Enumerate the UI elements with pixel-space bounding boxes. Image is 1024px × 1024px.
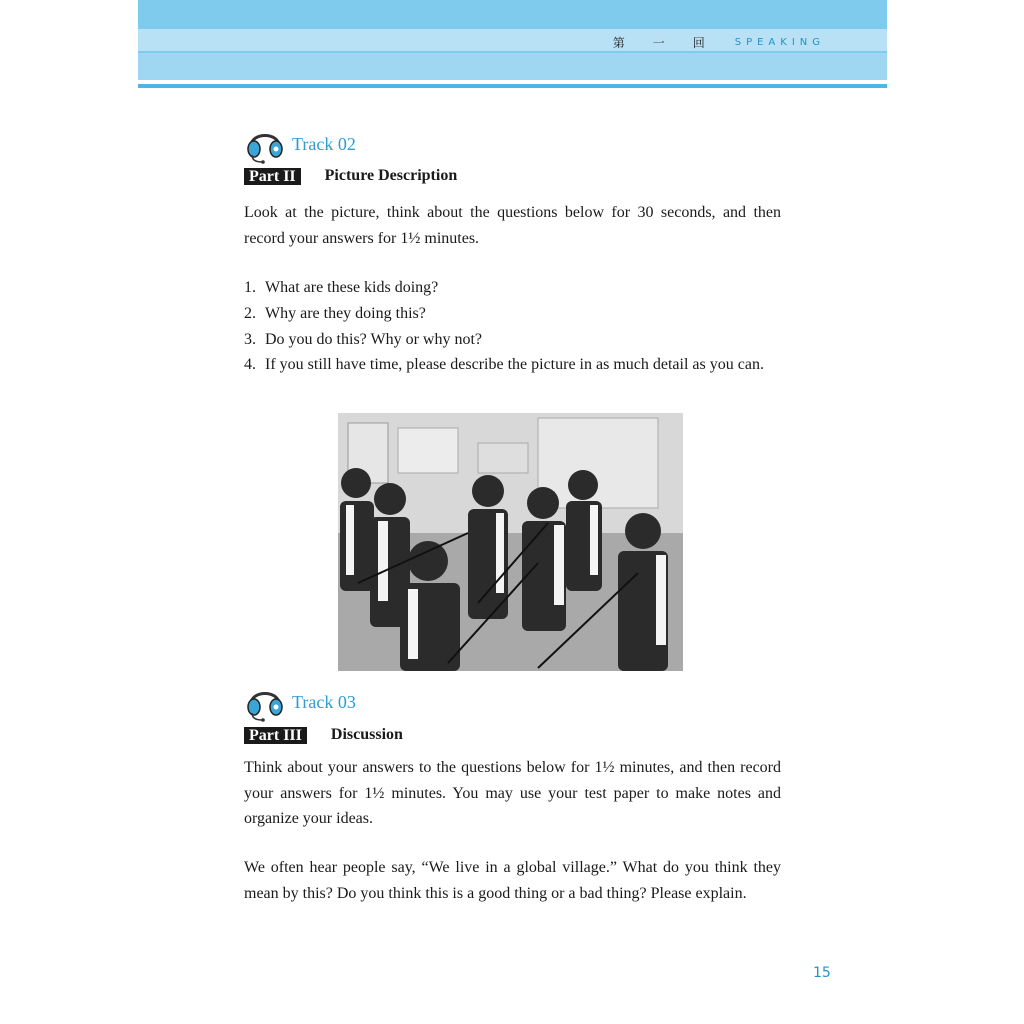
question-text: Why are they doing this? <box>265 304 426 322</box>
part-tag: Part III <box>244 727 307 744</box>
part-tag: Part II <box>244 168 301 185</box>
track-03-heading <box>246 682 356 722</box>
question-number: 2. <box>244 304 256 322</box>
part-iii-instruction: Think about your answers to the questions below for 1½ minutes, and then record your answers for 1½ minutes. You may use your test paper to make notes and organize your ideas. <box>244 759 781 827</box>
track-label: Track 02 <box>292 133 356 154</box>
question-number: 1. <box>244 279 256 296</box>
page-number: 15 <box>813 965 831 981</box>
header-rule <box>138 84 887 88</box>
track-02-heading <box>246 124 356 164</box>
question-text: Do you do this? Why or why not? <box>265 330 483 348</box>
part-title: Picture Description <box>324 167 458 184</box>
headphones-icon <box>246 682 284 722</box>
header-band <box>138 0 887 80</box>
question-item <box>244 352 781 378</box>
running-header <box>613 34 825 51</box>
part-iii-heading <box>244 726 403 744</box>
discussion-prompt: We often hear people say, “We live in a global village.” What do you think they mean by this? Do you think this is a good thing or a bad thing? Please explain. <box>244 859 781 902</box>
question-item <box>244 301 781 327</box>
question-text: If you still have time, please describe the picture in as much detail as you can. <box>265 356 764 374</box>
header-stripe-lower <box>138 53 887 80</box>
question-number: 4. <box>244 356 256 374</box>
question-text: What are these kids doing? <box>265 279 439 296</box>
part-title: Discussion <box>330 726 403 743</box>
question-item <box>244 327 781 353</box>
track-label: Track 03 <box>292 691 356 712</box>
part-ii-instruction: Look at the picture, think about the questions below for 30 seconds, and then record your answers for 1½ minutes. <box>244 204 781 247</box>
header-chinese-title: 第一回 <box>612 36 733 50</box>
photo-illustration <box>338 413 683 671</box>
part-ii-heading <box>244 167 457 185</box>
question-number: 3. <box>244 330 256 348</box>
header-section-label: SPEAKING <box>734 37 825 48</box>
headphones-icon <box>246 124 284 164</box>
violin-students-photo <box>338 413 683 671</box>
question-item <box>244 275 781 301</box>
question-list <box>244 275 781 378</box>
